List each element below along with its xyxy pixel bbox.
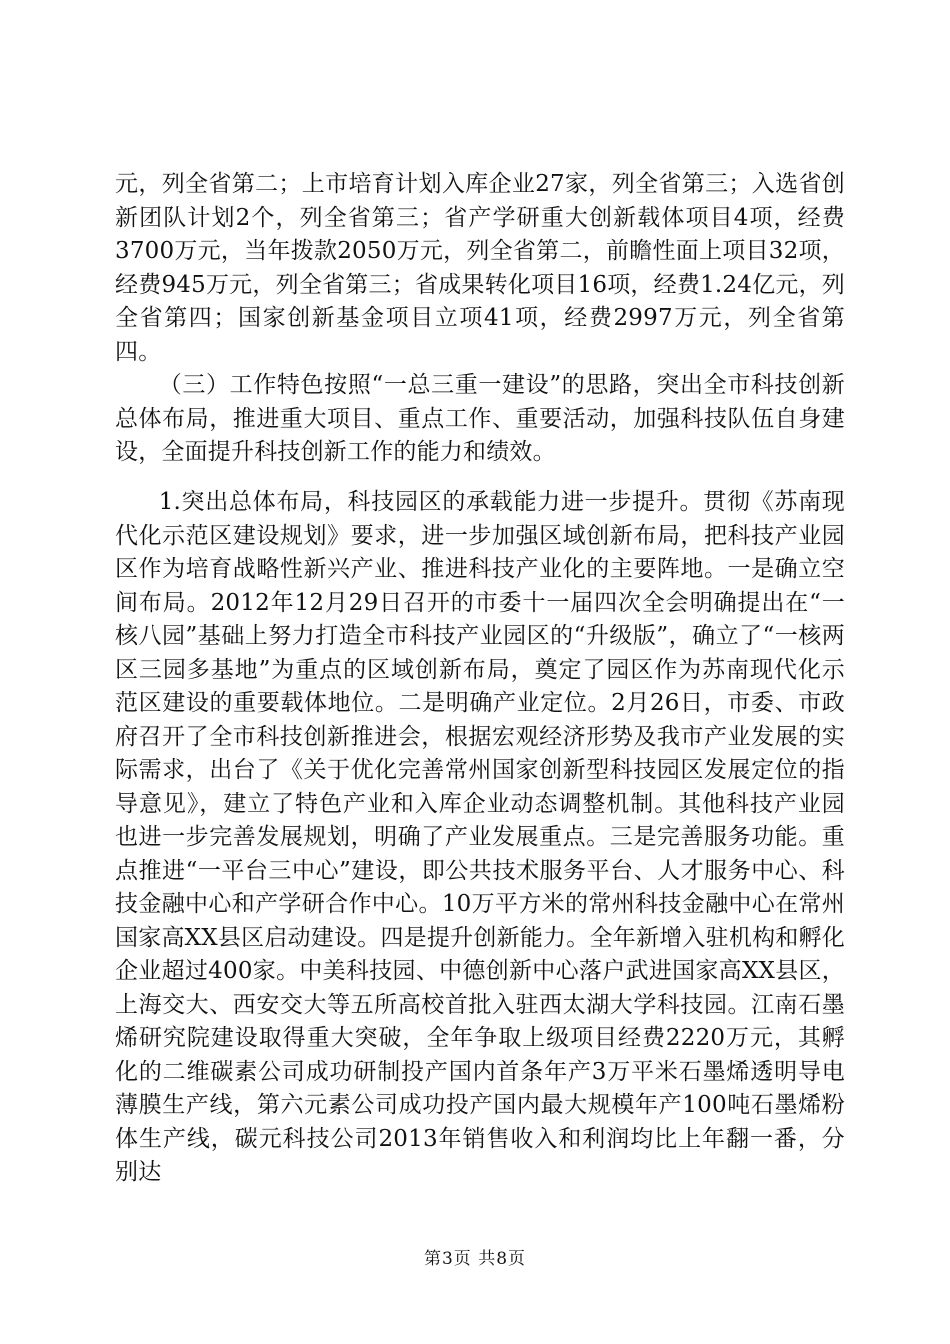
paragraph-item-one: 1.突出总体布局，科技园区的承载能力进一步提升。贯彻《苏南现代化示范区建设规划》要求，进一步加强区域创新布局，把科技产业园区作为培育战略性新兴产业、推进科技产业化的主要阵地。一是确立空间布局。2012年12月29日召开的市委十一届四次全会明确提出在“一核八园”基础上努力打造全市科技产业园区的“升级版”，确立了“一核两区三园多基地”为重点的区域创新布局，奠定了园区作为苏南现代化示范区建设的重要载体地位。二是明确产业定位。2月26日，市委、市政府召开了全市科技创新推进会，根据宏观经济形势及我市产业发展的实际需求，出台了《关于优化完善常州国家创新型科技园区发展定位的指导意见》，建立了特色产业和入库企业动态调整机制。其他科技产业园也进一步完善发展规划，明确了产业发展重点。三是完善服务功能。重点推进“一平台三中心”建设，即公共技术服务平台、人才服务中心、科技金融中心和产学研合作中心。10万平方米的常州科技金融中心在常州国家高XX县区启动建设。四是提升创新能力。全年新增入驻机构和孵化企业超过400家。中美科技园、中德创新中心落户武进国家高XX县区，上海交大、西安交大等五所高校首批入驻西太湖大学科技园。江南石墨烯研究院建设取得重大突破，全年争取上级项目经费2220万元，其孵化的二维碳素公司成功研制投产国内首条年产3万平米石墨烯透明导电薄膜生产线，第六元素公司成功投产国内最大规模年产100吨石墨烯粉体生产线，碳元科技公司2013年销售收入和利润均比上年翻一番，分别达 bbox=[115, 489, 845, 1185]
body-text-block bbox=[115, 168, 845, 369]
body-text-block bbox=[115, 486, 845, 1190]
paragraph-section-three: （三）工作特色按照“一总三重一建设”的思路，突出全市科技创新总体布局，推进重大项目、重点工作、重要活动，加强科技队伍自身建设，全面提升科技创新工作的能力和绩效。 bbox=[115, 372, 845, 465]
paragraph-continued: 元，列全省第二；上市培育计划入库企业27家，列全省第三；入选省创新团队计划2个，列全省第三；省产学研重大创新载体项目4项，经费3700万元，当年拨款2050万元，列全省第二，前瞻性面上项目32项，经费945万元，列全省第三；省成果转化项目16项，经费1.24亿元，列全省第四；国家创新基金项目立项41项，经费2997万元，列全省第四。 bbox=[115, 171, 845, 365]
body-text-block bbox=[115, 369, 845, 470]
page-footer: 第3页 共8页 bbox=[423, 1249, 527, 1269]
